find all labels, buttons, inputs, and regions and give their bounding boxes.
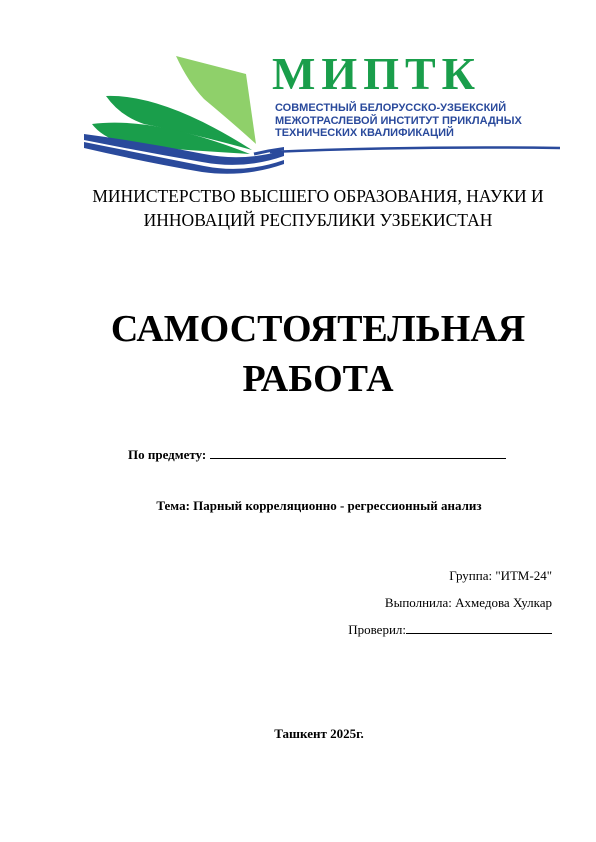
- logo-underline: [270, 144, 560, 154]
- subject-label: По предмету:: [128, 447, 207, 462]
- ministry-line: ИННОВАЦИЙ РЕСПУБЛИКИ УЗБЕКИСТАН: [143, 210, 493, 230]
- city-year: Ташкент 2025г.: [274, 726, 364, 741]
- title-line: САМОСТОЯТЕЛЬНАЯ: [110, 308, 526, 350]
- checker-blank-line: [406, 621, 552, 634]
- group-info: Группа: "ИТМ-24": [449, 568, 552, 583]
- topic-line: Тема: Парный корреляционно - регрессионный анализ: [156, 498, 482, 513]
- checker-label: Проверил:: [348, 622, 406, 637]
- logo-subtitle-line: ТЕХНИЧЕСКИХ КВАЛИФИКАЦИЙ: [275, 127, 454, 139]
- subject-blank-line: [210, 446, 506, 459]
- document-title: [20, 304, 596, 404]
- ministry-heading: [40, 184, 596, 232]
- logo-subtitle-line: МЕЖОТРАСЛЕВОЙ ИНСТИТУТ ПРИКЛАДНЫХ: [275, 114, 522, 127]
- checker-field: [348, 621, 552, 638]
- book-with-leaves-logo-icon: [84, 54, 284, 178]
- subject-field: [128, 446, 506, 463]
- title-line: РАБОТА: [242, 358, 394, 400]
- logo-subtitle-line: СОВМЕСТНЫЙ БЕЛОРУССКО-УЗБЕКСКИЙ: [275, 102, 507, 114]
- logo-title: МИПТК: [272, 48, 482, 99]
- ministry-line: МИНИСТЕРСТВО ВЫСШЕГО ОБРАЗОВАНИЯ, НАУКИ И: [92, 186, 544, 206]
- logo-subtitle: [275, 102, 522, 140]
- author-info: Выполнила: Ахмедова Хулкар: [384, 595, 552, 610]
